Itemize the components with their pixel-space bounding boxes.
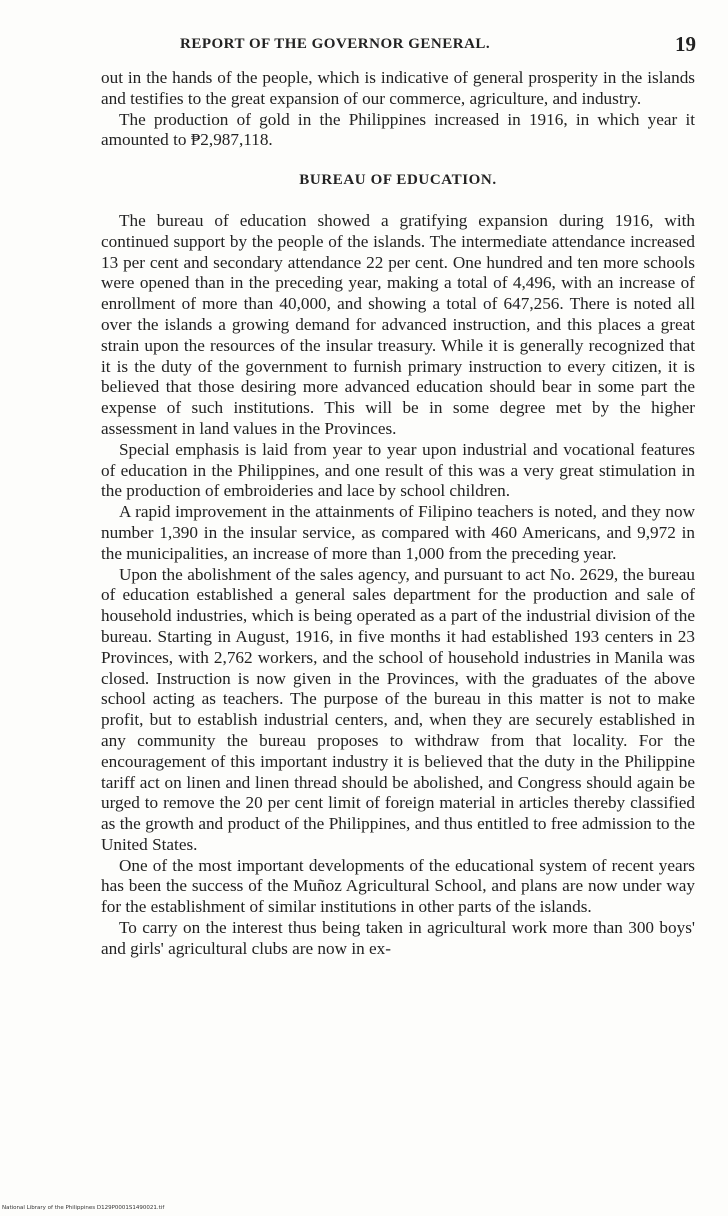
- scan-footer-stamp: National Library of the Philippines D129P0001S1490021.tif: [2, 1205, 165, 1211]
- intro-paragraph-gold: The production of gold in the Philippines increased in 1916, in which year it amounted to ₱2,987,118.: [101, 109, 695, 150]
- page-number: 19: [675, 32, 696, 56]
- section-heading: BUREAU OF EDUCATION.: [299, 172, 497, 189]
- page-body: [101, 68, 695, 960]
- paragraph-munoz-school: One of the most important developments of the educational system of recent years has been the success of the Muñoz Agricultural School, and plans are now under way for the establishment of similar institutions in other parts of the islands.: [101, 855, 695, 917]
- intro-paragraph-continued: out in the hands of the people, which is indicative of general prosperity in the islands and testifies to the great expansion of our commerce, agriculture, and industry.: [101, 68, 695, 108]
- page-header: [100, 30, 696, 60]
- paragraph-education-expansion: The bureau of education showed a gratifying expansion during 1916, with continued support by the people of the islands. The intermediate attendance increased 13 per cent and secondary attendance 22 per cent. One hundred and ten more schools were opened than in the preceding year, making a total of 4,496, with an increase of enrollment of more than 40,000, and showing a total of 647,256. There is noted all over the islands a growing demand for advanced instruction, and this places a great strain upon the resources of the insular treasury. While it is generally recognized that it is the duty of the government to furnish primary instruction to every citizen, it is believed that those desiring more advanced education should bear in some part the expense of such institutions. This will be in some degree met by the higher assessment in land values in the Provinces.: [101, 210, 695, 438]
- paragraph-agricultural-clubs: To carry on the interest thus being taken in agricultural work more than 300 boys' and girls' agricultural clubs are now in ex-: [101, 918, 695, 958]
- running-head: REPORT OF THE GOVERNOR GENERAL.: [180, 36, 491, 52]
- paragraph-vocational-emphasis: Special emphasis is laid from year to year upon industrial and vocational features of education in the Philippines, and one result of this was a very great stimulation in the production of embroideries and lace by school children.: [101, 439, 695, 501]
- paragraph-filipino-teachers: A rapid improvement in the attainments of Filipino teachers is noted, and they now number 1,390 in the insular service, as compared with 460 Americans, and 9,972 in the municipalities, an increase of more than 1,000 from the preceding year.: [101, 502, 695, 563]
- paragraph-sales-department: Upon the abolishment of the sales agency, and pursuant to act No. 2629, the bureau of education established a general sales department for the production and sale of household industries, which is being operated as a part of the industrial division of the bureau. Starting in August, 1916, in five months it had established 193 centers in 23 Provinces, with 2,762 workers, and the school of household industries in Manila was closed. Instruction is now given in the Provinces, with the graduates of the above school acting as teachers. The purpose of the bureau in this matter is not to make profit, but to establish industrial centers, and, when they are securely established in any community the bureau proposes to withdraw from that locality. For the encouragement of this important industry it is believed that the duty in the Philippine tariff act on linen and linen thread should be abolished, and Congress should again be urged to remove the 20 per cent limit of foreign material in articles thereby classified as the growth and product of the Philippines, and thus entitled to free admission to the United States.: [101, 564, 695, 854]
